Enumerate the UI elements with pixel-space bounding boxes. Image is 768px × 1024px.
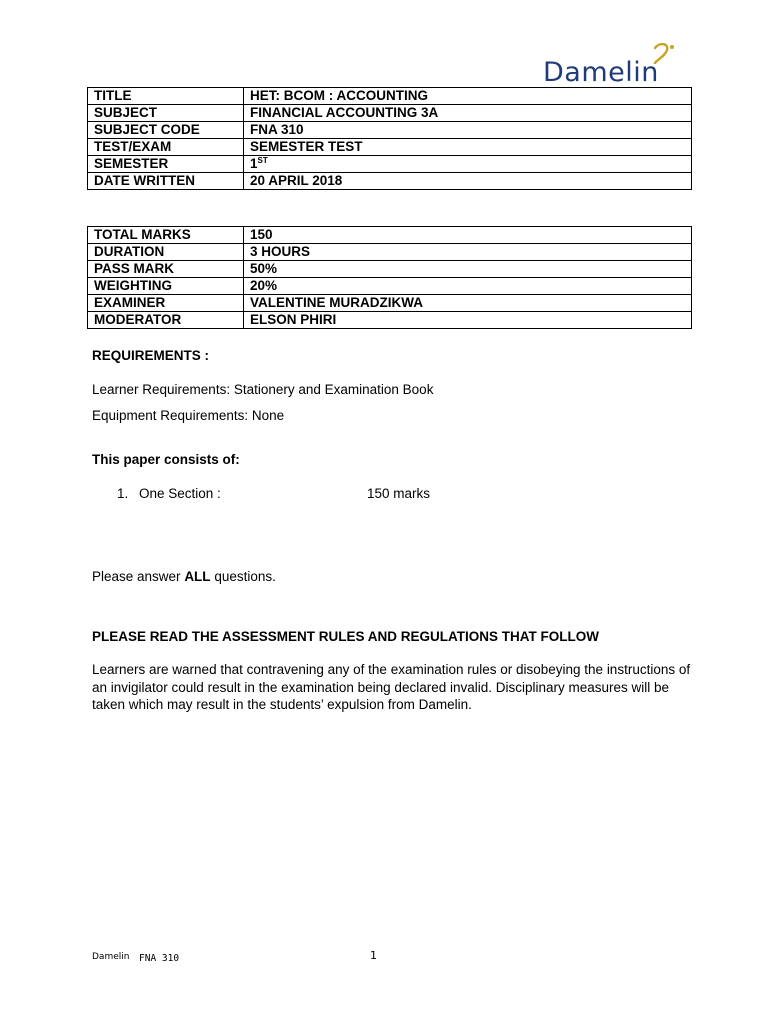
damelin-logo bbox=[543, 42, 693, 88]
row-label: TEST/EXAM bbox=[88, 139, 244, 156]
table-row bbox=[88, 105, 692, 122]
list-item-marks: 150 marks bbox=[367, 486, 431, 501]
footer-subject-code: FNA 310 bbox=[139, 953, 180, 964]
row-label: MODERATOR bbox=[88, 312, 244, 329]
row-value: FINANCIAL ACCOUNTING 3A bbox=[244, 105, 692, 122]
list-item-number: 1. bbox=[117, 486, 129, 501]
row-value: ELSON PHIRI bbox=[244, 312, 692, 329]
table-row bbox=[88, 244, 692, 261]
exam-details-table bbox=[87, 87, 692, 190]
row-label: SUBJECT CODE bbox=[88, 122, 244, 139]
marks-details-table bbox=[87, 226, 692, 329]
table-row bbox=[88, 88, 692, 105]
list-item-label: One Section : bbox=[139, 486, 221, 501]
table-row bbox=[88, 139, 692, 156]
table-row bbox=[88, 173, 692, 190]
table-row bbox=[88, 312, 692, 329]
table-row bbox=[88, 261, 692, 278]
equipment-requirements: Equipment Requirements: None bbox=[92, 408, 285, 423]
row-label: SUBJECT bbox=[88, 105, 244, 122]
row-value: 20 APRIL 2018 bbox=[244, 173, 692, 190]
instruction-emphasis: ALL bbox=[184, 569, 211, 584]
row-value: 150 bbox=[244, 227, 692, 244]
row-label: WEIGHTING bbox=[88, 278, 244, 295]
instruction-prefix: Please answer bbox=[92, 569, 185, 584]
table-row bbox=[88, 295, 692, 312]
learner-requirements: Learner Requirements: Stationery and Examination Book bbox=[92, 382, 434, 397]
table-row bbox=[88, 227, 692, 244]
logo-wordmark: Damelin bbox=[543, 57, 659, 88]
rules-paragraph: Learners are warned that contravening any of the examination rules or disobeying the instructions of an invigilator could result in the examination being declared invalid. Disciplinary measures will be taken which may result in the students’ expulsion from Damelin. bbox=[92, 662, 691, 712]
row-label: EXAMINER bbox=[88, 295, 244, 312]
semester-number: 1 bbox=[250, 156, 258, 171]
row-value: VALENTINE MURADZIKWA bbox=[244, 295, 692, 312]
table-row bbox=[88, 122, 692, 139]
answer-instruction bbox=[92, 568, 276, 585]
row-label: DURATION bbox=[88, 244, 244, 261]
row-value: FNA 310 bbox=[244, 122, 692, 139]
page-number: 1 bbox=[370, 949, 377, 962]
row-value bbox=[244, 156, 692, 173]
paper-consists-heading: This paper consists of: bbox=[92, 452, 240, 467]
footer-brand: Damelin bbox=[92, 952, 130, 962]
requirements-heading: REQUIREMENTS : bbox=[92, 348, 210, 363]
row-label: SEMESTER bbox=[88, 156, 244, 173]
row-label: PASS MARK bbox=[88, 261, 244, 278]
row-label: TITLE bbox=[88, 88, 244, 105]
row-value: 50% bbox=[244, 261, 692, 278]
instruction-suffix: questions. bbox=[210, 569, 276, 584]
row-value: 3 HOURS bbox=[244, 244, 692, 261]
semester-ordinal-suffix: ST bbox=[257, 156, 268, 165]
table-row bbox=[88, 278, 692, 295]
row-label: DATE WRITTEN bbox=[88, 173, 244, 190]
table-row bbox=[88, 156, 692, 173]
rules-heading: PLEASE READ THE ASSESSMENT RULES AND REGULATIONS THAT FOLLOW bbox=[92, 629, 600, 644]
row-value: 20% bbox=[244, 278, 692, 295]
row-value: HET: BCOM : ACCOUNTING bbox=[244, 88, 692, 105]
row-label: TOTAL MARKS bbox=[88, 227, 244, 244]
row-value: SEMESTER TEST bbox=[244, 139, 692, 156]
